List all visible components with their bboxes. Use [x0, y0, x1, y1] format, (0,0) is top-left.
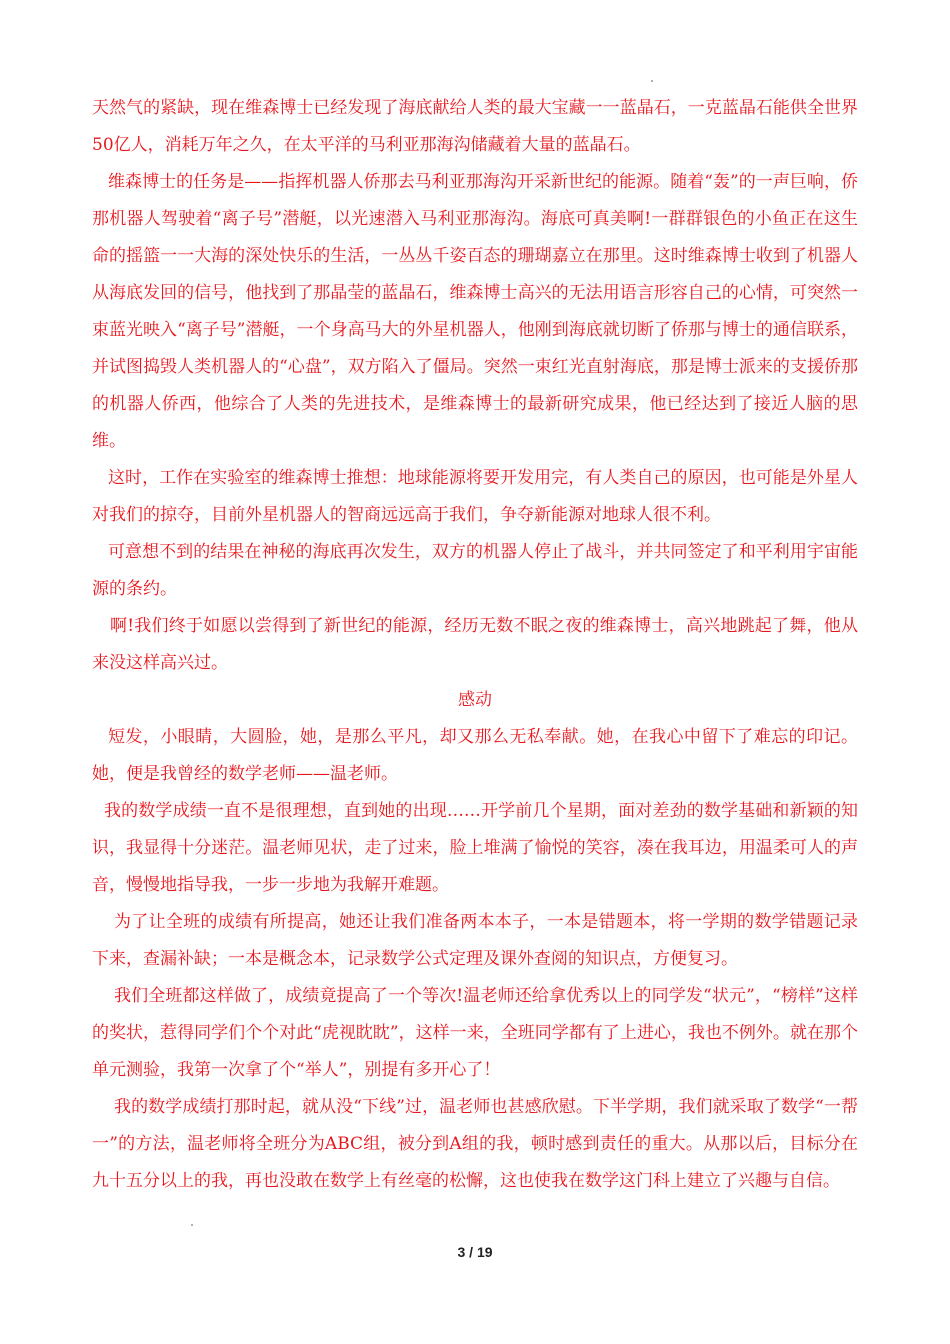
scan-speck: [191, 1224, 193, 1226]
scan-speck: [651, 80, 653, 82]
page-number: 3 / 19: [457, 1244, 493, 1260]
paragraph: 我们全班都这样做了，成绩竟提高了一个等次!温老师还给拿优秀以上的同学发“状元”，“榜样”这样的奖状，惹得同学们个个对此“虎视眈眈”，这样一来，全班同学都有了上进心，我也不例外。就在那个单元测验，我第一次拿了个“举人”，别提有多开心了！: [92, 986, 858, 1080]
paragraph: 可意想不到的结果在神秘的海底再次发生，双方的机器人停止了战斗，并共同签定了和平利用宇宙能源的条约。: [92, 542, 858, 599]
paragraph: 啊!我们终于如愿以尝得到了新世纪的能源，经历无数不眠之夜的维森博士，高兴地跳起了舞，他从来没这样高兴过。: [92, 616, 858, 673]
essay-title: 感动: [458, 690, 492, 710]
paragraph: 维森博士的任务是——指挥机器人侨那去马利亚那海沟开采新世纪的能源。随着“轰”的一声巨响，侨那机器人驾驶着“离子号”潜艇，以光速潜入马利亚那海沟。海底可真美啊!一群群银色的小鱼正在这生命的摇篮一一大海的深处快乐的生活，一丛丛千姿百态的珊瑚嘉立在那里。这时维森博士收到了机器人从海底发回的信号，他找到了那晶莹的蓝晶石，维森博士高兴的无法用语言形容自己的心情，可突然一束蓝光映入“离子号”潜艇，一个身高马大的外星机器人，他刚到海底就切断了侨那与博士的通信联系，并试图捣毁人类机器人的“心盘”，双方陷入了僵局。突然一束红光直射海底，那是博士派来的支援侨那的机器人侨西，他综合了人类的先进技术，是维森博士的最新研究成果，他已经达到了接近人脑的思维。: [92, 172, 858, 451]
paragraph: 我的数学成绩打那时起，就从没“下线”过，温老师也甚感欣慰。下半学期，我们就采取了数学“一帮一”的方法，温老师将全班分为ABC组，被分到A组的我，顿时感到责任的重大。从那以后，目标分在九十五分以上的我，再也没敢在数学上有丝毫的松懈，这也使我在数学这门科上建立了兴趣与自信。: [92, 1097, 858, 1191]
paragraph: 天然气的紧缺，现在维森博士已经发现了海底献给人类的最大宝藏一一蓝晶石，一克蓝晶石能供全世界50亿人，消耗万年之久，在太平洋的马利亚那海沟储藏着大量的蓝晶石。: [92, 98, 858, 155]
paragraph: 这时，工作在实验室的维森博士推想：地球能源将要开发用完，有人类自己的原因，也可能是外星人对我们的掠夺，目前外星机器人的智商远远高于我们，争夺新能源对地球人很不利。: [92, 468, 858, 525]
paragraph: 短发，小眼睛，大圆脸，她，是那么平凡，却又那么无私奉献。她，在我心中留下了难忘的印记。她，便是我曾经的数学老师——温老师。: [92, 727, 858, 784]
paragraph: 我的数学成绩一直不是很理想，直到她的出现……开学前几个星期，面对差劲的数学基础和新颖的知识，我显得十分迷茫。温老师见状，走了过来，脸上堆满了愉悦的笑容，凑在我耳边，用温柔可人的声音，慢慢地指导我，一步一步地为我解开难题。: [92, 801, 858, 895]
document-body: [92, 90, 858, 1200]
paragraph: 为了让全班的成绩有所提高，她还让我们准备两本本子，一本是错题本，将一学期的数学错题记录下来，查漏补缺；一本是概念本，记录数学公式定理及课外查阅的知识点，方便复习。: [92, 912, 858, 969]
